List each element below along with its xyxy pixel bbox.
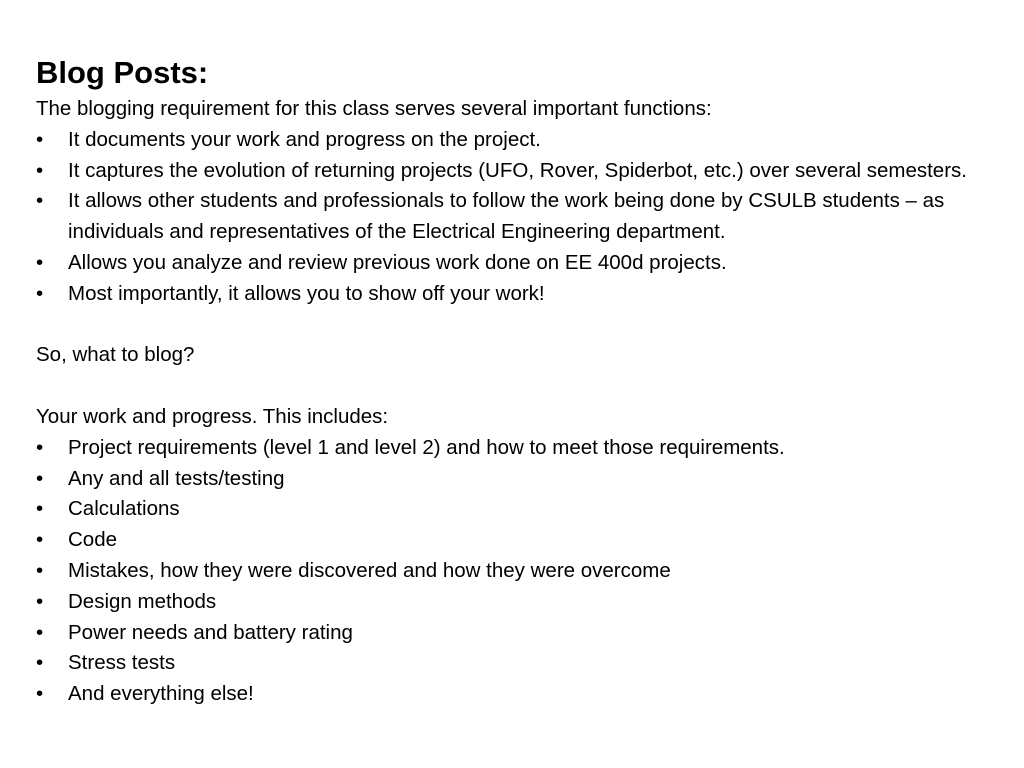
list-item [36,125,996,156]
intro-text: The blogging requirement for this class serves several important functions: [36,97,712,120]
bullet-icon: • [36,620,44,644]
list-item-text: Mistakes, how they were discovered and how they were overcome [68,558,671,582]
list-item [36,618,996,649]
list-item [36,556,996,587]
bullet-icon: • [36,497,44,521]
slide-title: Blog Posts: [36,55,209,90]
list-item-text: Stress tests [68,651,176,675]
list-item [36,279,996,310]
list-item-text: And everything else! [68,682,254,706]
bullet-icon: • [36,189,44,213]
bullet-icon: • [36,528,44,552]
slide-content [36,52,996,710]
spacer [36,310,996,341]
bullet-icon: • [36,250,44,274]
bullet-icon: • [36,466,44,490]
bullet-icon: • [36,435,44,459]
bullet-icon: • [36,589,44,613]
list-item-text: Code [68,528,118,552]
bullet-icon: • [36,158,44,182]
list-item-text: It allows other students and professionals to follow the work being done by CSULB students – as individuals and representatives of the Electrical Engineering department. [68,189,945,244]
list-item [36,433,996,464]
list-item-text: It captures the evolution of returning projects (UFO, Rover, Spiderbot, etc.) over several semesters. [68,158,967,182]
list-item [36,679,996,710]
list-item [36,525,996,556]
list-item [36,587,996,618]
functions-list [36,125,996,310]
bullet-icon: • [36,651,44,675]
list-item-text: Most importantly, it allows you to show off your work! [68,281,545,305]
list-item-text: Power needs and battery rating [68,620,353,644]
list-item [36,464,996,495]
includes-intro-text: Your work and progress. This includes: [36,404,389,428]
list-item-text: Allows you analyze and review previous work done on EE 400d projects. [68,250,727,274]
bullet-icon: • [36,281,44,305]
list-item [36,248,996,279]
list-item [36,156,996,187]
list-item-text: Calculations [68,497,180,521]
list-item-text: Design methods [68,589,217,613]
includes-list [36,433,996,710]
list-item-text: Project requirements (level 1 and level 2) and how to meet those requirements. [68,435,785,459]
list-item [36,648,996,679]
list-item-text: Any and all tests/testing [68,466,285,490]
bullet-icon: • [36,127,44,151]
question-text: So, what to blog? [36,343,195,367]
spacer [36,371,996,402]
list-item [36,494,996,525]
bullet-icon: • [36,558,44,582]
list-item [36,186,996,248]
bullet-icon: • [36,682,44,706]
list-item-text: It documents your work and progress on the project. [68,127,541,151]
